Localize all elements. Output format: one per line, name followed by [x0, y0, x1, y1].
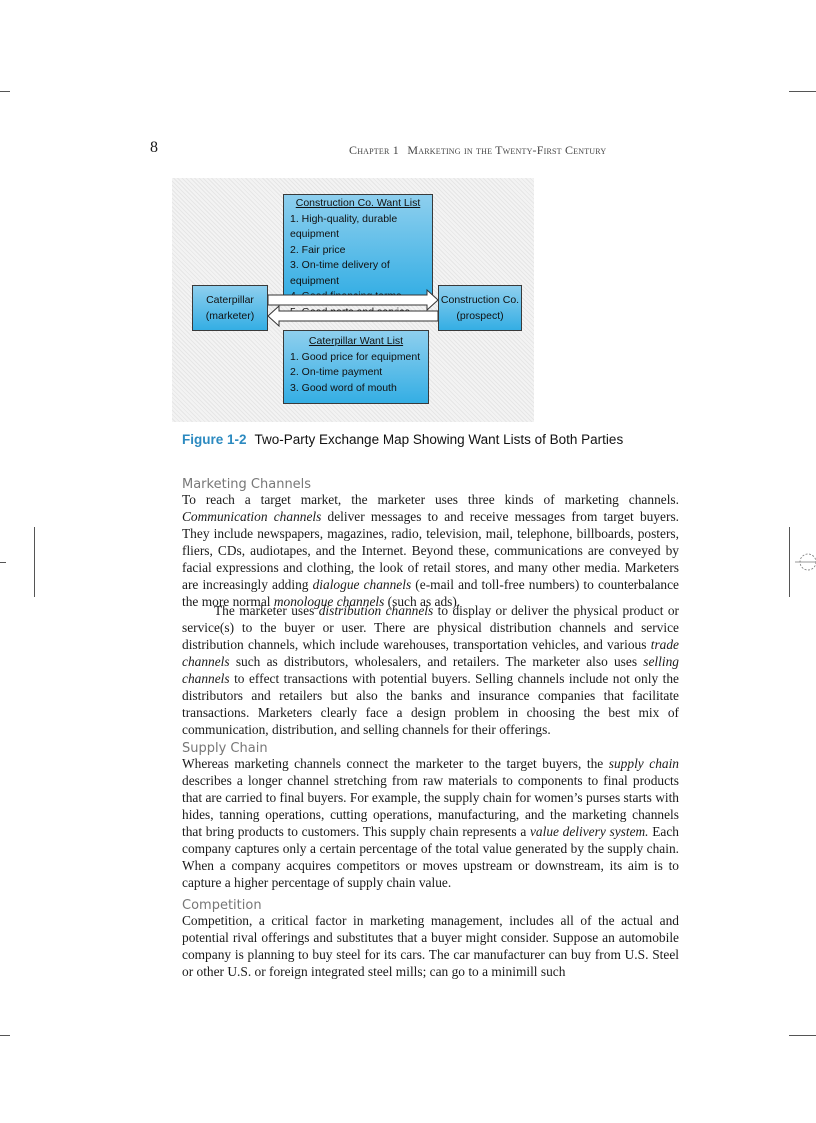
- want-list-item: 3. On-time delivery of equipment: [290, 259, 390, 287]
- chapter-label: Chapter 1: [349, 143, 399, 157]
- section-heading-supply-chain: Supply Chain: [182, 741, 268, 756]
- section-heading-competition: Competition: [182, 898, 262, 913]
- crop-mark: [34, 527, 35, 597]
- figure-caption-text: Two-Party Exchange Map Showing Want Lists of Both Parties: [254, 432, 624, 447]
- want-list-item: 1. High-quality, durable equipment: [290, 212, 398, 240]
- want-list-item: 2. On-time payment: [290, 366, 383, 378]
- caterpillar-want-list-box: [283, 330, 429, 404]
- crop-mark: [0, 1035, 10, 1036]
- caterpillar-want-list-title: Caterpillar Want List: [308, 335, 404, 347]
- paragraph: The marketer uses distribution channels to display or deliver the physical product or service(s) to the buyer or user. There are physical distribution channels and service distribution channels, which include warehouses, transportation vehicles, and various trade channels such as distributors, wholesalers, and retailers. The marketer also uses selling channels to effect transactions with potential buyers. Selling channels include not only the distributors and retailers but also the banks and insurance companies that facilitate transactions. Marketers clearly face a design problem in choosing the best mix of communication, distribution, and selling channels for their offerings.: [182, 603, 679, 737]
- construction-role: (prospect): [456, 309, 504, 322]
- caterpillar-name: Caterpillar: [206, 294, 254, 306]
- registration-mark-icon: [795, 550, 816, 574]
- paragraph: Competition, a critical factor in marketing management, includes all of the actual and potential rival offerings and substitutes that a buyer might consider. Suppose an automobile company is planning to buy steel for its cars. The car manufacturer can buy from U.S. Steel or other U.S. or foreign integrated steel mills; can go to a minimill such: [182, 913, 679, 979]
- want-list-item: 2. Fair price: [290, 243, 346, 256]
- construction-want-list-title: Construction Co. Want List: [295, 197, 421, 209]
- figure-label: Figure 1-2: [182, 432, 247, 447]
- page-number: 8: [150, 139, 158, 156]
- caterpillar-marketer-box: [192, 285, 268, 331]
- right-arrow-icon: [268, 290, 438, 310]
- running-head: [349, 143, 606, 158]
- construction-name: Construction Co.: [440, 294, 520, 306]
- paragraph: To reach a target market, the marketer uses three kinds of marketing channels. Communication channels deliver messages to and receive messages from target buyers. They include newspapers, magazines, radio, television, mail, telephone, billboards, posters, fliers, CDs, audiotapes, and the Internet. Beyond these, communications are conveyed by facial expressions and clothing, the look of retail stores, and many other media. Marketers are increasingly adding dialogue channels (e-mail and toll-free numbers) to counterbalance the more normal monologue channels (such as ads).: [182, 492, 680, 609]
- want-list-item: 3. Good word of mouth: [290, 381, 397, 394]
- chapter-title: Marketing in the Twenty-First Century: [407, 143, 607, 157]
- crop-mark: [789, 91, 816, 92]
- crop-mark: [789, 1035, 816, 1036]
- want-list-item: 1. Good price for equipment: [290, 350, 421, 363]
- crop-mark: [0, 562, 6, 563]
- crop-mark: [789, 527, 790, 597]
- crop-mark: [0, 91, 10, 92]
- construction-prospect-box: [438, 285, 522, 331]
- paragraph: Whereas marketing channels connect the marketer to the target buyers, the supply chain describes a longer channel stretching from raw materials to components to final products that are carried to final buyers. For example, the supply chain for women’s purses starts with hides, tanning operations, cutting operations, manufacturing, and the marketing channels that bring products to customers. This supply chain represents a value delivery system. Each company captures only a certain percentage of the total value generated by the supply chain. When a company acquires competitors or moves upstream or downstream, its aim is to capture a higher percentage of supply chain value.: [182, 756, 680, 890]
- caterpillar-role: (marketer): [205, 309, 255, 322]
- section-heading-marketing-channels: Marketing Channels: [182, 477, 312, 492]
- left-arrow-icon: [268, 306, 438, 326]
- figure-caption: [182, 432, 623, 447]
- exchange-map-figure: [172, 178, 534, 422]
